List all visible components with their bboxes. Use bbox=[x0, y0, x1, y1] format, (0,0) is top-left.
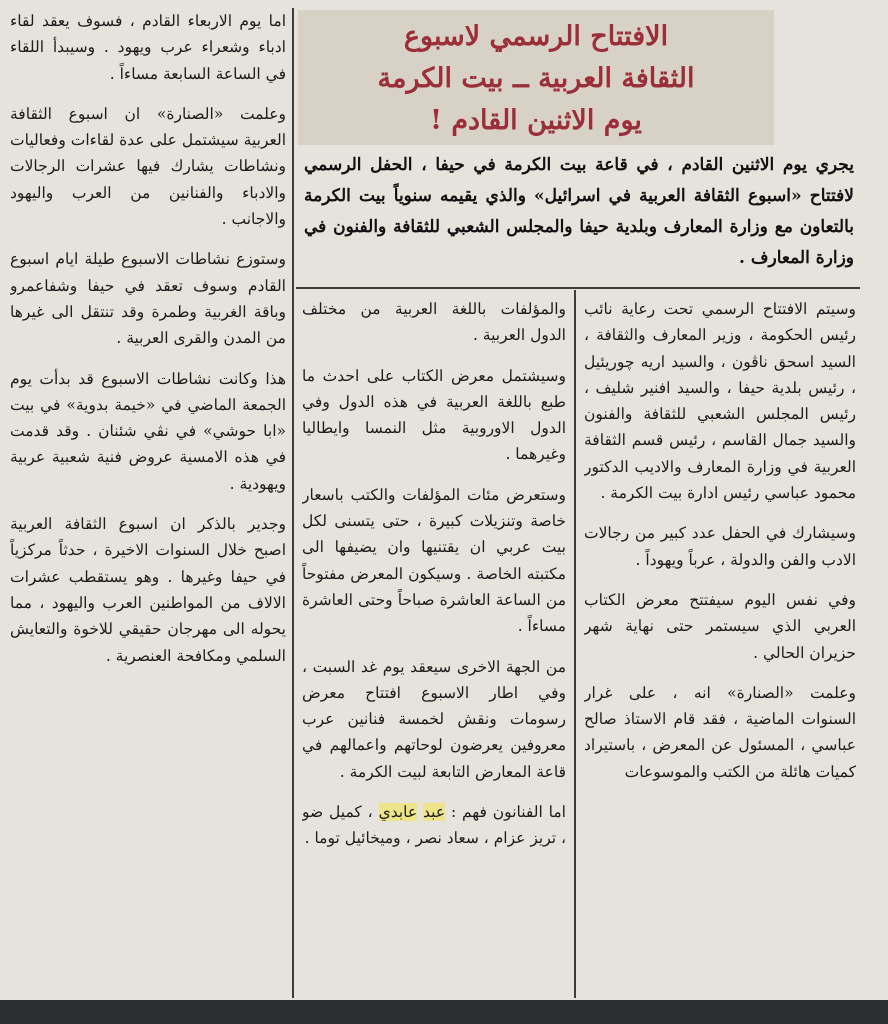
text: اما الفنانون فهم : bbox=[445, 803, 566, 822]
column-divider-middle bbox=[574, 290, 576, 998]
headline-line-3: يوم الاثنين القادم ! bbox=[430, 105, 642, 136]
paragraph: وجدير بالذكر ان اسبوع الثقافة العربية اصبح خلال السنوات الاخيرة ، حدثاً مركزياً في حيفا وغيرها . وهو يستقطب عشرات الالاف من المواطنين العرب واليهود ، مما يحوله الى مهرجان حقيقي للاخوة والتعايش السلمي ومكافحة العنصرية . bbox=[10, 515, 286, 665]
column-left bbox=[10, 8, 286, 998]
column-divider-left bbox=[292, 8, 294, 998]
paragraph: وسيشتمل معرض الكتاب على احدث ما طبع باللغة العربية في هذه الدول وفي الدول الاوروبية مثل النمسا وايطاليا وغيرهما . bbox=[302, 366, 566, 464]
headline-line-2: الثقافة العربية ــ بيت الكرمة bbox=[377, 63, 695, 94]
paragraph: وسيتم الافتتاح الرسمي تحت رعاية نائب رئيس الحكومة ، وزير المعارف والثقافة ، السيد اسحق ناڤون ، والسيد اريه چوريئيل ، رئيس بلدية حيفا ، والسيد افنير شليف ، رئيس المجلس الشعبي للثقافة والفنون والسيد جمال القاسم ، رئيس قسم الثقافة العربية في وزارة المعارف والاديب الدكتور محمود عباسي رئيس ادارة بيت الكرمة . bbox=[584, 300, 856, 503]
paragraph: اما يوم الاربعاء القادم ، فسوف يعقد لقاء ادباء وشعراء عرب ويهود . وسيبدأ اللقاء في الساعة السابعة مساءاً . bbox=[10, 12, 286, 83]
paragraph: وعلمت «الصنارة» انه ، على غرار السنوات الماضية ، فقد قام الاستاذ صالح عباسي ، المسئول عن المعرض ، باستيراد كميات هائلة من الكتب والموسوعات bbox=[584, 683, 856, 781]
highlighted-text: عابدي bbox=[378, 803, 418, 822]
column-middle bbox=[302, 296, 566, 1000]
lead-divider bbox=[296, 287, 860, 289]
text: ، كميل ضو ، تريز عزام ، سعاد نصر ، وميخائيل توما . bbox=[302, 803, 566, 848]
paragraph: وستعرض مئات المؤلفات والكتب باسعار خاصة وتنزيلات كبيرة ، حتى يتسنى لكل بيت عربي ان يقتنيها وان يضيفها الى مكتبته الخاصة . وسيكون المعرض مفتوحاً من الساعة العاشرة صباحاً وحتى العاشرة مساءاً . bbox=[302, 485, 566, 636]
column-right bbox=[584, 296, 856, 1000]
viewer-bottom-bar bbox=[0, 1000, 888, 1024]
paragraph: من الجهة الاخرى سيعقد يوم غد السبت ، وفي اطار الاسبوع افتتاح معرض رسومات ونقش لخمسة فنانين عرب معروفين يعرضون لوحاتهم واعمالهم في قاعة المعارض التابعة لبيت الكرمة . bbox=[302, 657, 566, 781]
paragraph: والمؤلفات باللغة العربية من مختلف الدول العربية . bbox=[302, 300, 566, 345]
lead-paragraph: يجري يوم الاثنين القادم ، في قاعة بيت الكرمة في حيفا ، الحفل الرسمي لافتتاح «اسبوع الثقافة العربية في اسرائيل» والذي يقيمه سنوياً بيت الكرمة بالتعاون مع وزارة المعارف وبلدية حيفا والمجلس الشعبي للثقافة والفنون في وزارة المعارف . bbox=[304, 155, 854, 268]
paragraph: وفي نفس اليوم سيفتتح معرض الكتاب العربي الذي سيستمر حتى نهاية شهر حزيران الحالي . bbox=[584, 590, 856, 662]
highlighted-text: عبد bbox=[423, 803, 446, 822]
paragraph: وستوزع نشاطات الاسبوع طيلة ايام اسبوع القادم وسوف تعقد في حيفا وشفاعمرو وباقة الغربية وطمرة وقد تنتقل الى غيرها من المدن والقرى العربية . bbox=[10, 250, 286, 348]
paragraph: وعلمت «الصنارة» ان اسبوع الثقافة العربية سيشتمل على عدة لقاءات وفعاليات ونشاطات يشارك فيها عشرات الرجالات والادباء والفنانين من العرب واليهود والاجانب . bbox=[10, 104, 286, 229]
paragraph: وسيشارك في الحفل عدد كبير من رجالات الادب والفن والدولة ، عرباً ويهوداً . bbox=[584, 524, 856, 569]
paragraph: هذا وكانت نشاطات الاسبوع قد بدأت يوم الجمعة الماضي في «خيمة بدوية» في بيت «ابا حوشي» في نڤي شئنان . وقد قدمت في هذه الامسية عروض فنية شعبية عربية ويهودية . bbox=[10, 369, 286, 493]
headline-line-1: الافتتاح الرسمي لاسبوع bbox=[403, 21, 669, 52]
article-headline bbox=[298, 10, 774, 145]
artists-paragraph bbox=[302, 799, 566, 852]
